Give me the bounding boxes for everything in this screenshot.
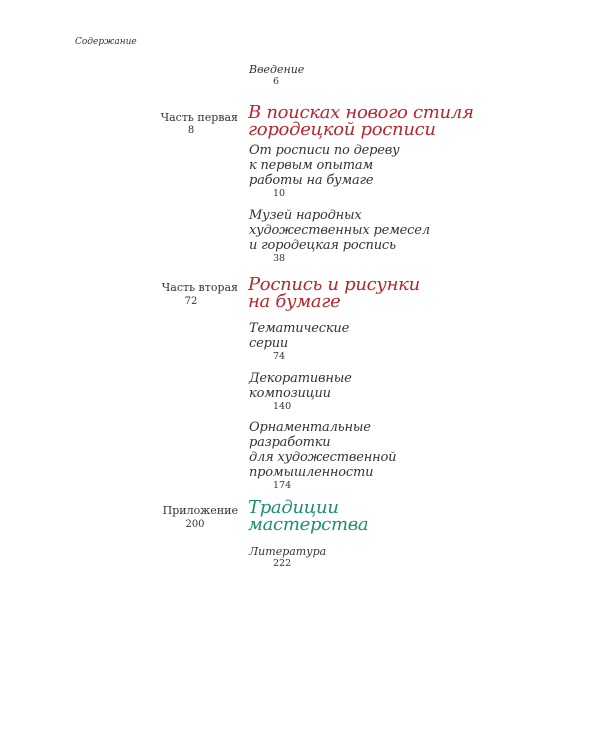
- part1-title-line1: В поисках нового стиля: [248, 102, 474, 123]
- chapter-page: 10: [273, 188, 286, 199]
- chapter-item[interactable]: [249, 321, 349, 363]
- appendix-title-line2: мастерства: [248, 514, 369, 535]
- chapter-item[interactable]: [249, 420, 396, 492]
- chapter-page: 38: [273, 253, 286, 264]
- appendix-title[interactable]: [248, 499, 368, 533]
- chapter-item[interactable]: [249, 371, 352, 413]
- part2-page: 72: [184, 296, 198, 307]
- page-title: Содержание: [75, 37, 137, 47]
- appendix-label: Приложение: [162, 504, 238, 517]
- chapter-item[interactable]: [249, 143, 399, 200]
- chapter-page: 74: [273, 351, 286, 362]
- appendix-page: 200: [185, 519, 205, 530]
- chapter-page: 140: [273, 401, 292, 412]
- chapter-page: 222: [273, 558, 292, 569]
- part2-title-line2: на бумаге: [248, 291, 341, 312]
- part2-title[interactable]: [248, 276, 420, 310]
- chapter-title: Литература: [249, 545, 327, 558]
- part1-title[interactable]: [248, 104, 474, 138]
- chapter-title: От росписи по дереву к первым опытам работы на бумаге: [249, 143, 400, 188]
- chapter-item[interactable]: [249, 545, 326, 570]
- chapter-title: Декоративные композиции: [249, 371, 352, 401]
- intro-page: 6: [273, 76, 280, 87]
- chapter-title: Орнаментальные разработки для художественной промышленности: [249, 420, 397, 480]
- chapter-item[interactable]: [249, 208, 430, 265]
- part2-label: Часть вторая: [161, 281, 238, 294]
- chapter-title: Музей народных художественных ремесел и городецкая роспись: [249, 208, 430, 253]
- appendix-title-line1: Традиции: [248, 497, 339, 518]
- part2-title-line1: Роспись и рисунки: [248, 274, 420, 295]
- toc-intro[interactable]: [249, 63, 304, 88]
- part1-label: Часть первая: [160, 111, 238, 124]
- chapter-page: 174: [273, 480, 292, 491]
- chapter-title: Тематические серии: [249, 321, 350, 351]
- part1-title-line2: городецкой росписи: [248, 119, 436, 140]
- part1-page: 8: [187, 125, 195, 136]
- intro-title: Введение: [249, 63, 305, 76]
